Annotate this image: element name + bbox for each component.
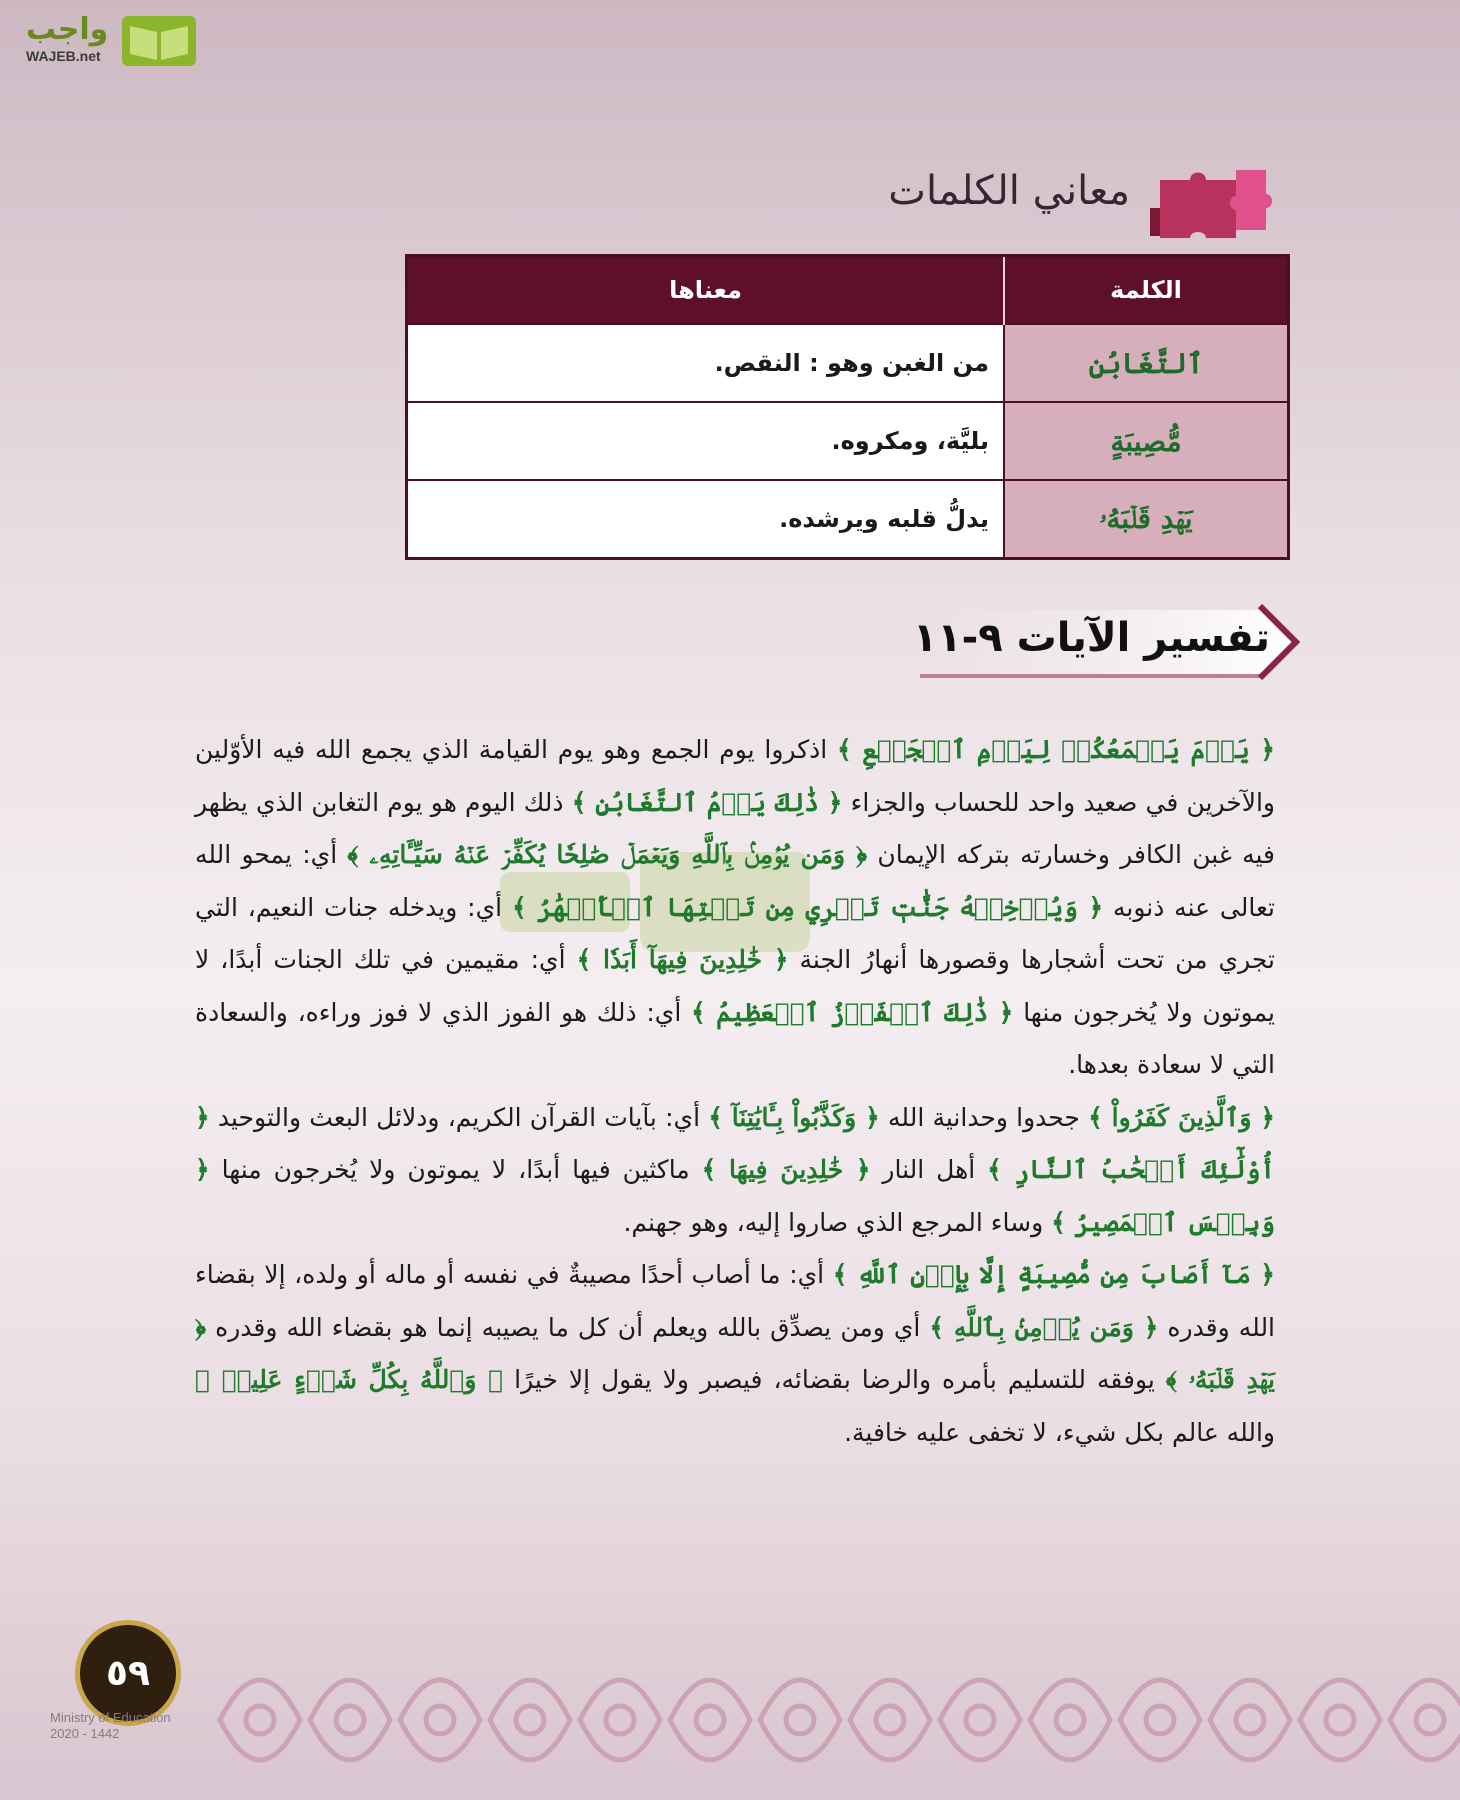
quran-verse: ﴿ وَبِئۡسَ ٱلۡمَصِيرُ ﴾: [195, 1155, 1275, 1237]
header-meaning: معناها: [407, 256, 1005, 325]
vocab-word: ٱلتَّغَابُنِ: [1004, 324, 1289, 402]
wajeb-logo[interactable]: [12, 8, 192, 70]
explanation-text: جحدوا وحدانية الله: [879, 1102, 1089, 1132]
table-row: [407, 480, 1289, 559]
quran-verse: ﴿ خَٰلِدِينَ فِيهَآ أَبَدٗا ﴾: [576, 945, 789, 974]
tafsir-paragraph: [195, 1249, 1275, 1459]
explanation-text: وساء المرجع الذي صاروا إليه، وهو جهنم.: [623, 1207, 1052, 1237]
quran-verse: ﴿ مَآ أَصَابَ مِن مُّصِيبَةٍ إِلَّا بِإِذۡنِ ٱللَّهِ ﴾: [832, 1260, 1275, 1289]
table-row: [407, 402, 1289, 480]
tafsir-paragraph: [195, 1092, 1275, 1250]
explanation-text: أي: ويدخله جنات النعيم، التي تجري من تحت أشجارها وقصورها أنهارُ الجنة: [195, 892, 1275, 974]
table-row: [407, 324, 1289, 402]
explanation-text: اذكروا يوم الجمع وهو يوم القيامة الذي يجمع الله فيه الأوّلين والآخرين في صعيد واحد للحساب والجزاء: [195, 735, 1275, 817]
vocab-meaning: من الغبن وهو : النقص.: [407, 324, 1005, 402]
ministry-name: Ministry of Education: [50, 1710, 171, 1725]
vocab-word: مُّصِيبَةٍ: [1004, 402, 1289, 480]
table-header-row: [407, 256, 1289, 325]
explanation-text: ماكثين فيها أبدًا، لا يموتون ولا يُخرجون منها: [209, 1155, 702, 1184]
quran-verse: ﴿ يَهۡدِ قَلۡبَهُۥ ﴾: [195, 1312, 1275, 1394]
page-number: ٥٩: [75, 1620, 181, 1726]
logo-sub: WAJEB.net: [26, 48, 101, 64]
quran-verse: ﴿ وَيُدۡخِلۡهُ جَنَّٰتٖ تَجۡرِي مِن تَحۡتِهَا ٱلۡأَنۡهَٰرُ ﴾: [511, 892, 1104, 922]
explanation-text: أي: بآيات القرآن الكريم، ودلائل البعث والتوحيد: [209, 1102, 709, 1132]
explanation-text: يوفقه للتسليم بأمره والرضا بقضائه، فيصبر ولا يقول إلا خيرًا: [503, 1365, 1166, 1394]
vocab-word: يَهۡدِ قَلۡبَهُۥ: [1004, 480, 1289, 559]
quran-verse: ﴿ وَٱلَّذِينَ كَفَرُواْ ﴾: [1088, 1102, 1276, 1132]
tafsir-title: تفسير الآيات ٩-١١: [912, 615, 1270, 661]
quran-verse: ﴿ خَٰلِدِينَ فِيهَا ﴾: [701, 1155, 871, 1184]
vocabulary-table: [405, 254, 1290, 560]
explanation-text: ذلك اليوم هو يوم التغابن الذي يظهر فيه غبن الكافر وخسارته بتركه الإيمان: [195, 787, 1275, 869]
quran-verse: ﴿ وَكَذَّبُواْ بِـَٔايَٰتِنَآ ﴾: [708, 1102, 880, 1132]
tafsir-body: [195, 724, 1275, 1459]
ministry-label: [50, 1710, 171, 1742]
quran-verse: ﴿ وَٱللَّهُ بِكُلِّ شَيۡءٍ عَلِيمٞ ﴾: [195, 1365, 504, 1394]
quran-verse: ﴿ وَمَن يُؤۡمِنۢ بِٱللَّهِ ﴾: [929, 1312, 1159, 1342]
explanation-text: أهل النار: [870, 1155, 988, 1184]
vocab-meaning: بليَّة، ومكروه.: [407, 402, 1005, 480]
footer-ornament: [0, 1620, 1460, 1800]
logo-text: واجب: [26, 12, 109, 47]
quran-verse: ﴿ يَوۡمَ يَجۡمَعُكُمۡ لِيَوۡمِ ٱلۡجَمۡعِ ﴾: [837, 735, 1275, 764]
header-word: الكلمة: [1004, 256, 1289, 325]
ministry-years: 2020 - 1442: [50, 1726, 120, 1741]
explanation-text: أي: مقيمين في تلك الجنات أبدًا، لا يموتون ولا يُخرجون منها: [195, 945, 1275, 1027]
tafsir-paragraph: [195, 724, 1275, 1092]
vocab-meaning: يدلُّ قلبه ويرشده.: [407, 480, 1005, 559]
explanation-text: أي: ذلك هو الفوز الذي لا فوز وراءه، والسعادة التي لا سعادة بعدها.: [195, 997, 1275, 1079]
puzzle-icon: [1140, 160, 1290, 240]
explanation-text: أي: ما أصاب أحدًا مصيبةٌ في نفسه أو ماله أو ولده، إلا بقضاء الله وقدره: [195, 1260, 1276, 1342]
quran-verse: ﴿ ذَٰلِكَ ٱلۡفَوۡزُ ٱلۡعَظِيمُ ﴾: [691, 997, 1014, 1027]
quran-verse: ﴿ وَمَن يُؤۡمِنۢ بِٱللَّهِ وَيَعۡمَلۡ صَٰلِحٗا يُكَفِّرۡ عَنۡهُ سَيِّـَٔاتِهِۦ ﴾: [347, 840, 868, 869]
explanation-text: أي ومن يصدِّق بالله ويعلم أن كل ما يصيبه إنما هو بقضاء الله وقدره: [206, 1312, 930, 1342]
quran-verse: ﴿ ذَٰلِكَ يَوۡمُ ٱلتَّغَابُنِ ﴾: [571, 787, 843, 817]
explanation-text: والله عالم بكل شيء، لا تخفى عليه خافية.: [844, 1417, 1275, 1447]
book-icon: [120, 14, 198, 68]
explanation-text: أي: يمحو الله تعالى عنه ذنوبه: [195, 840, 1275, 922]
quran-verse: ﴿ أُوْلَٰٓئِكَ أَصۡحَٰبُ ٱلنَّارِ ﴾: [195, 1102, 1275, 1184]
vocabulary-title: معاني الكلمات: [888, 168, 1130, 214]
